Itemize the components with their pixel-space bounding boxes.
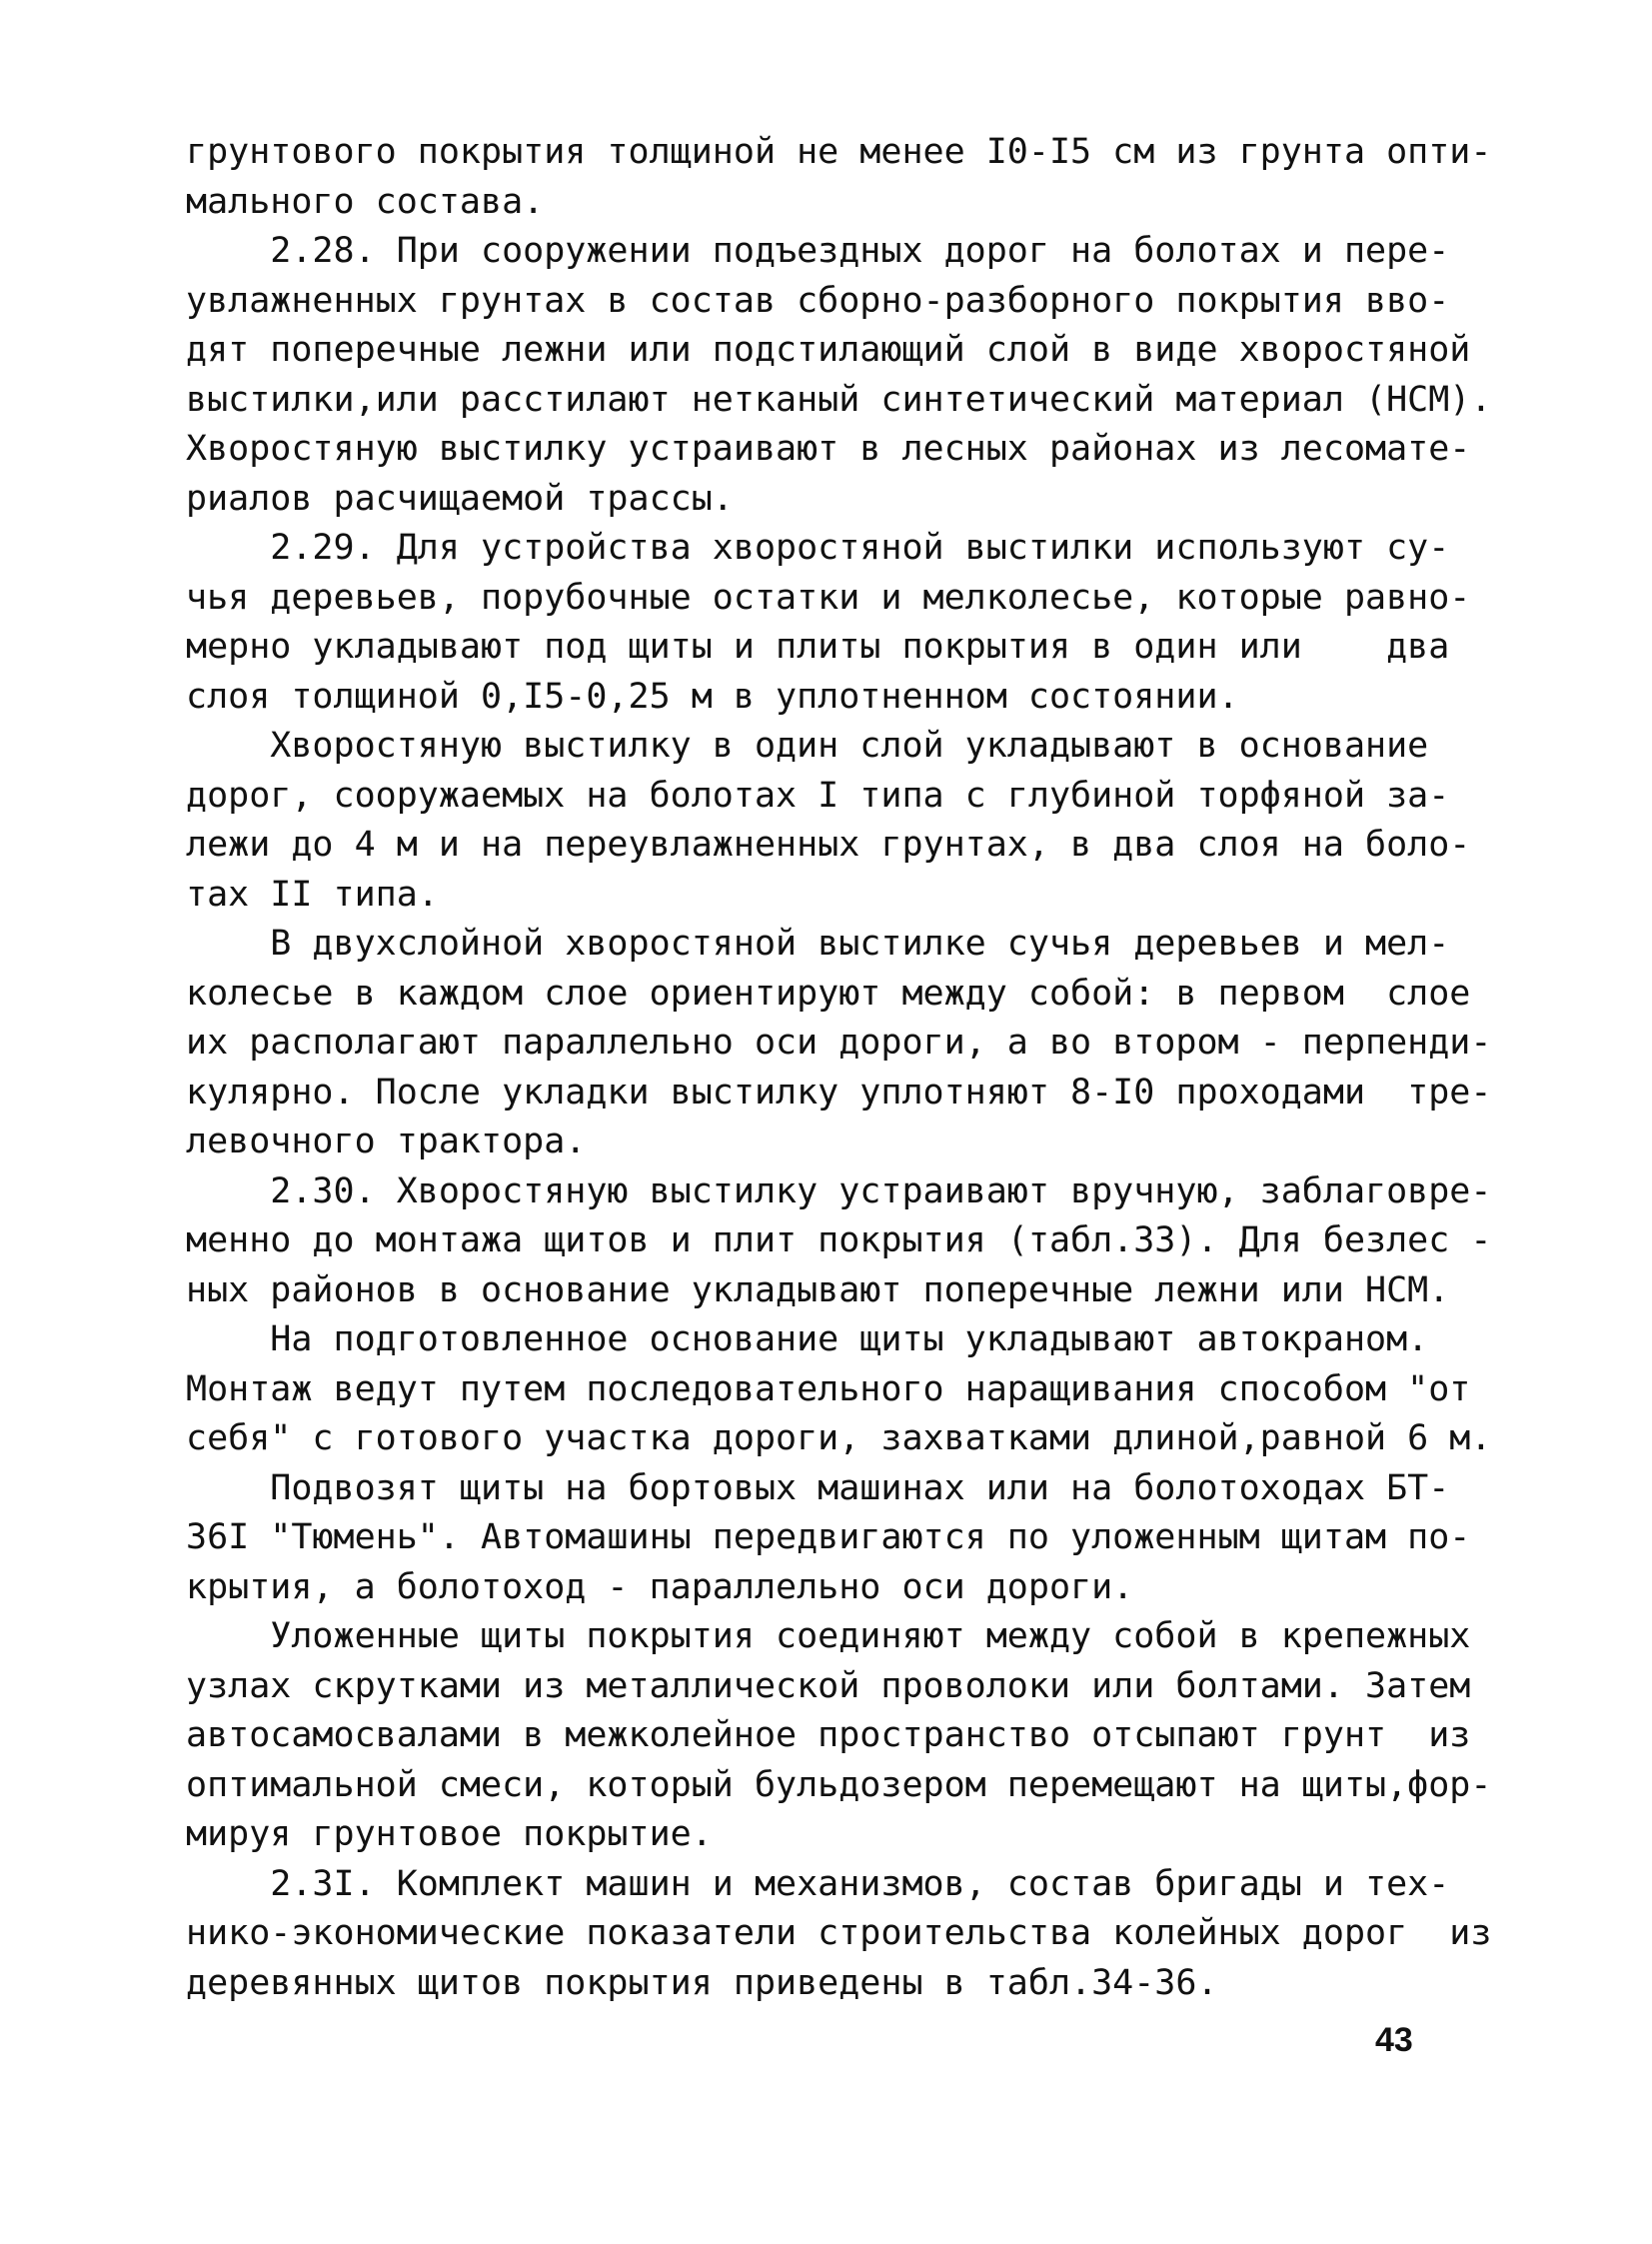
text-line: Подвозят щиты на бортовых машинах или на болотоходах БТ- [186,1467,1450,1508]
text-line: менно до монтажа щитов и плит покрытия (табл.33). Для безлес - [186,1220,1492,1260]
text-line: слоя толщиной 0,I5-0,25 м в уплотненном состоянии. [186,676,1239,717]
text-line: крытия, а болотоход - параллельно оси дороги. [186,1566,1134,1607]
text-line: оптимальной смеси, который бульдозером перемещают на щиты,фор- [186,1764,1492,1805]
text-line: Хворостяную выстилку устраивают в лесных районах из лесомате- [186,429,1471,469]
text-line: Хворостяную выстилку в один слой укладывают в основание [186,726,1429,766]
text-line: ных районов в основание укладывают поперечные лежни или НСМ. [186,1269,1450,1310]
text-line: 2.30. Хворостяную выстилку устраивают вручную, заблаговре- [186,1170,1492,1211]
page-number: 43 [1375,2021,1413,2059]
text-line: мального состава. [186,181,545,222]
text-line: их располагают параллельно оси дороги, а во втором - перпенди- [186,1023,1492,1063]
text-line: выстилки,или расстилают нетканый синтетический материал (НСМ). [186,379,1492,420]
text-line: 2.3I. Комплект машин и механизмов, состав бригады и тех- [186,1863,1450,1904]
text-line: дорог, сооружаемых на болотах I типа с глубиной торфяной за- [186,775,1450,816]
text-line: тах II типа. [186,874,439,915]
text-line: себя" с готового участка дороги, захватками длиной,равной 6 м. [186,1418,1492,1458]
text-line: 2.28. При сооружении подъездных дорог на болотах и пере- [186,231,1450,271]
text-line: деревянных щитов покрытия приведены в табл.34-36. [186,1962,1218,2003]
text-line: 36I "Тюмень". Автомашины передвигаются по уложенным щитам по- [186,1517,1471,1557]
text-line: Монтаж ведут путем последовательного наращивания способом "от [186,1368,1471,1409]
text-line: узлах скрутками из металлической проволоки или болтами. Затем [186,1665,1471,1706]
text-line: В двухслойной хворостяной выстилке сучья деревьев и мел- [186,924,1450,964]
text-line: 2.29. Для устройства хворостяной выстилки используют су- [186,528,1450,568]
text-line: риалов расчищаемой трассы. [186,478,734,519]
text-line: грунтового покрытия толщиной не менее I0-I5 см из грунта опти- [186,132,1492,172]
text-line: дят поперечные лежни или подстилающий слой в виде хворостяной [186,330,1471,370]
text-line: нико-экономические показатели строительства колейных дорог из [186,1913,1492,1953]
document-body [186,128,1492,2008]
text-line: мируя грунтовое покрытие. [186,1814,713,1854]
text-line: Уложенные щиты покрытия соединяют между собой в крепежных [186,1616,1471,1656]
text-line: лежи до 4 м и на переувлажненных грунтах, в два слоя на боло- [186,825,1471,865]
text-line: На подготовленное основание щиты укладывают автокраном. [186,1319,1429,1359]
text-line: колесье в каждом слое ориентируют между собой: в первом слое [186,973,1471,1014]
text-line: чья деревьев, порубочные остатки и мелколесье, которые равно- [186,577,1471,618]
text-line: кулярно. После укладки выстилку уплотняют 8-I0 проходами тре- [186,1072,1492,1113]
text-line: левочного трактора. [186,1122,587,1161]
text-line: мерно укладывают под щиты и плиты покрытия в один или два [186,627,1450,667]
text-line: увлажненных грунтах в состав сборно-разборного покрытия вво- [186,280,1450,321]
text-line: автосамосвалами в межколейное пространство отсыпают грунт из [186,1715,1471,1755]
